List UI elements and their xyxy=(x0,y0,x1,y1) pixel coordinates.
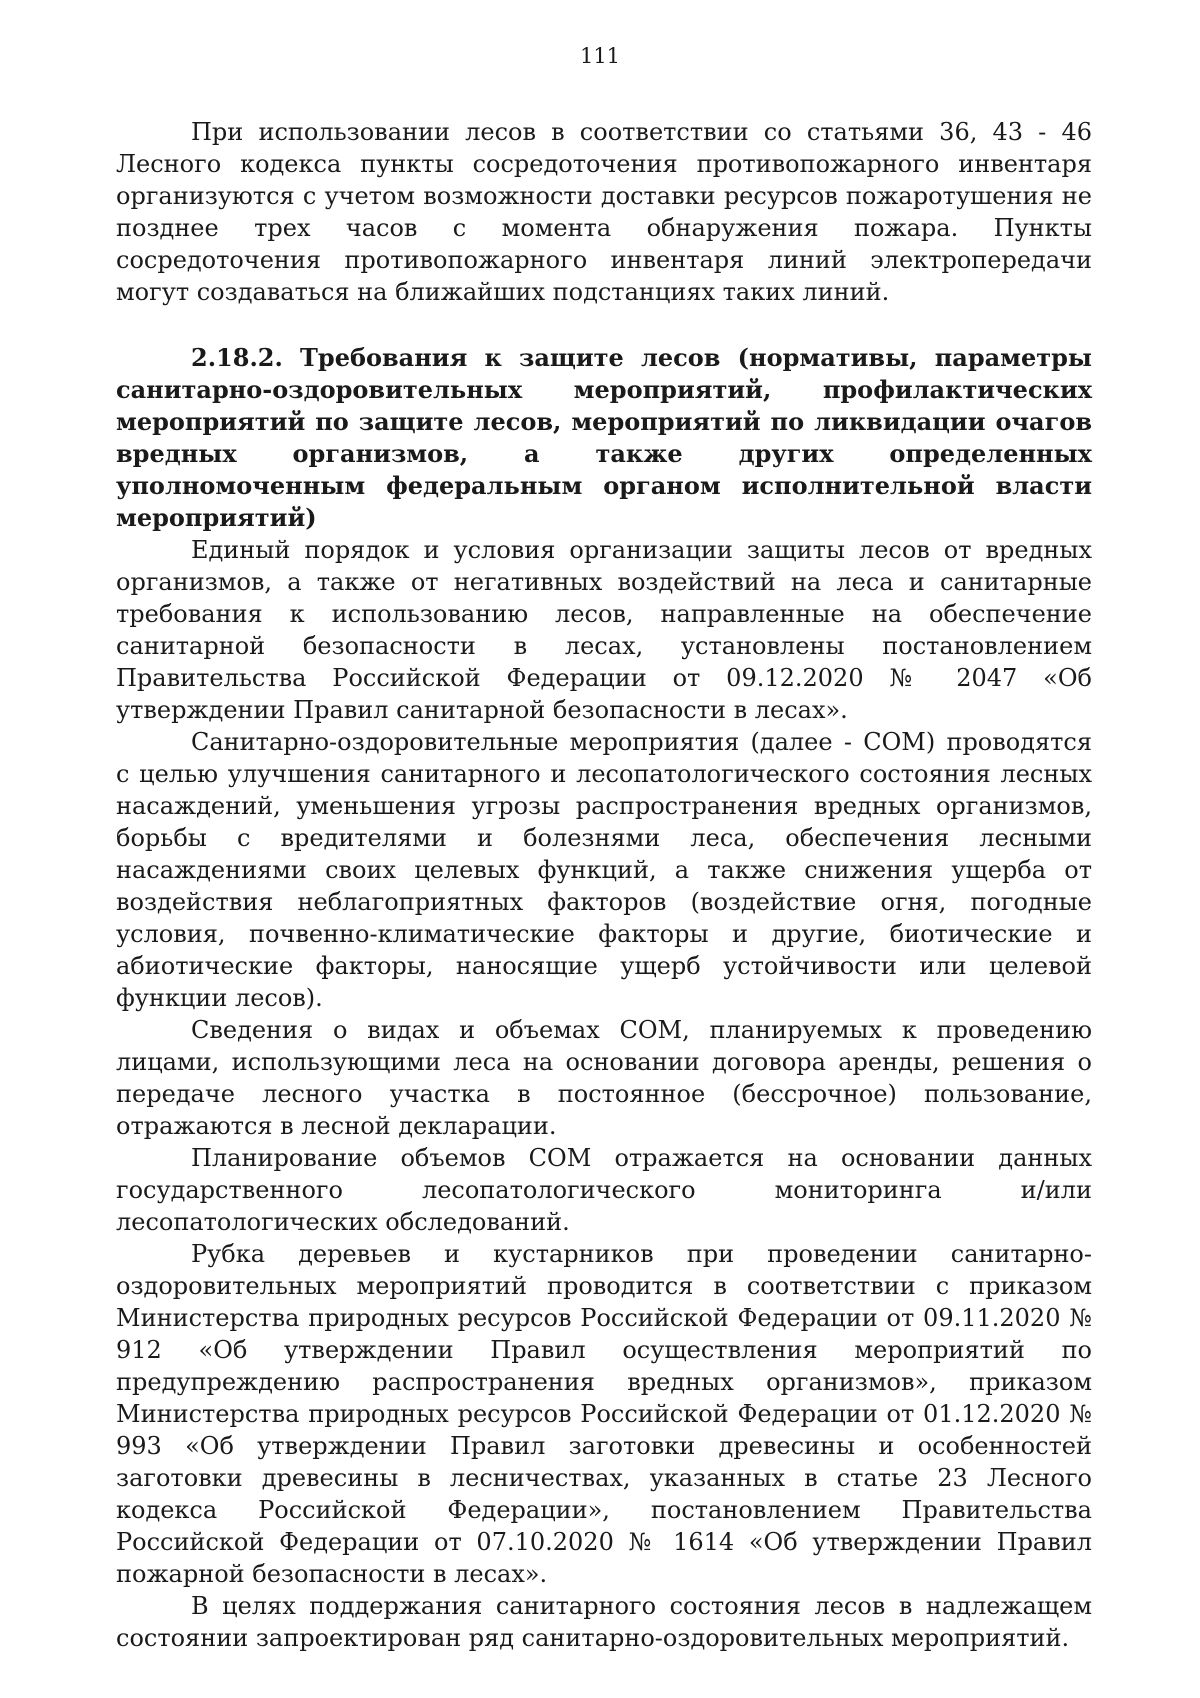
section-heading: 2.18.2. Требования к защите лесов (нормативы, параметры санитарно-оздоровительных мероприятий, профилактических мероприятий по защите лесов, мероприятий по ликвидации очагов вредных организмов, а также других определенных уполномоченным федеральным органом исполнительной власти мероприятий) xyxy=(116,343,1092,532)
paragraph-som-purpose: Санитарно-оздоровительные мероприятия (далее - СОМ) проводятся с целью улучшения санитарного и лесопатологического состояния лесных насаждений, уменьшения угрозы распространения вредных организмов, борьбы с вредителями и болезнями леса, обеспечения лесными насаждениями своих целевых функций, а также снижения ущерба от воздействия неблагоприятных факторов (воздействие огня, погодные условия, почвенно-климатические факторы и другие, биотические и абиотические факторы, наносящие ущерб устойчивости или целевой функции лесов). xyxy=(116,728,1092,1012)
page-number: 111 xyxy=(579,44,621,68)
paragraph-som-declaration: Сведения о видах и объемах СОМ, планируемых к проведению лицами, использующими леса на основании договора аренды, решения о передаче лесного участка в постоянное (бессрочное) пользование, отражаются в лесной декларации. xyxy=(116,1016,1092,1140)
paragraph-som-planning: Планирование объемов СОМ отражается на основании данных государственного лесопатологического мониторинга и/или лесопатологических обследований. xyxy=(116,1144,1092,1236)
paragraph-fire-equipment: При использовании лесов в соответствии со статьями 36, 43 - 46 Лесного кодекса пункты сосредоточения противопожарного инвентаря организуются с учетом возможности доставки ресурсов пожаротушения не позднее трех часов с момента обнаружения пожара. Пункты сосредоточения противопожарного инвентаря линий электропередачи могут создаваться на ближайших подстанциях таких линий. xyxy=(116,118,1092,306)
paragraph-conclusion: В целях поддержания санитарного состояния лесов в надлежащем состоянии запроектирован ряд санитарно-оздоровительных мероприятий. xyxy=(116,1592,1092,1652)
page-content xyxy=(116,116,1092,1654)
paragraph-sanitary-rules: Единый порядок и условия организации защиты лесов от вредных организмов, а также от негативных воздействий на леса и санитарные требования к использованию лесов, направленные на обеспечение санитарной безопасности в лесах, установлены постановлением Правительства Российской Федерации от 09.12.2020 № 2047 «Об утверждении Правил санитарной безопасности в лесах». xyxy=(116,536,1092,724)
paragraph-tree-felling: Рубка деревьев и кустарников при проведении санитарно-оздоровительных мероприятий проводится в соответствии с приказом Министерства природных ресурсов Российской Федерации от 09.11.2020 № 912 «Об утверждении Правил осуществления мероприятий по предупреждению распространения вредных организмов», приказом Министерства природных ресурсов Российской Федерации от 01.12.2020 № 993 «Об утверждении Правил заготовки древесины и особенностей заготовки древесины в лесничествах, указанных в статье 23 Лесного кодекса Российской Федерации», постановлением Правительства Российской Федерации от 07.10.2020 № 1614 «Об утверждении Правил пожарной безопасности в лесах». xyxy=(116,1240,1092,1588)
